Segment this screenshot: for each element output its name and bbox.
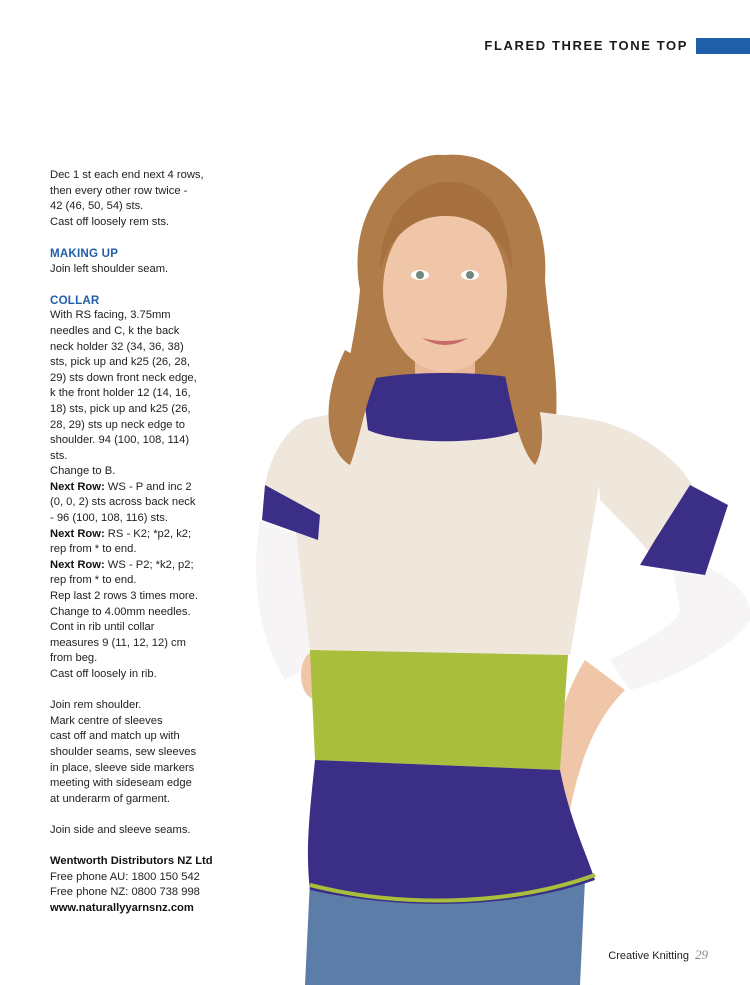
text-line: Cast off loosely in rib.	[50, 668, 157, 680]
text-line: neck holder 32 (34, 36, 38)	[50, 340, 184, 353]
text-line: Rep last 2 rows 3 times more.	[50, 590, 198, 603]
model-photo	[250, 120, 750, 985]
text-line: sts, pick up and k25 (26, 28,	[50, 356, 190, 369]
distributor-phone-au: Free phone AU: 1800 150 542	[50, 870, 200, 883]
text-line: WS - P and inc 2	[104, 480, 192, 493]
sweater-collar	[362, 373, 528, 441]
pattern-text-column	[50, 168, 260, 917]
text-line: Change to B.	[50, 465, 116, 478]
next-row-instruction	[50, 558, 260, 574]
page-number: 29	[695, 947, 708, 962]
text-line: then every other row twice -	[50, 184, 188, 197]
distributor-phone-nz: Free phone NZ: 0800 738 998	[50, 886, 200, 899]
text-line: sts.	[50, 449, 68, 462]
text-line: Cont in rib until collar	[50, 621, 155, 634]
text-line: Dec 1 st each end next 4 rows,	[50, 169, 204, 181]
text-line: With RS facing, 3.75mm	[50, 309, 171, 322]
text-line: Cast off loosely rem sts.	[50, 215, 170, 228]
next-row-label: Next Row:	[50, 558, 105, 571]
header-accent-bar	[696, 38, 750, 54]
text-line: 29) sts down front neck edge,	[50, 371, 197, 384]
text-line: 18) sts, pick up and k25 (26,	[50, 402, 191, 415]
text-line: 28, 29) sts up neck edge to	[50, 418, 185, 431]
text-line: - 96 (100, 108, 116) sts.	[50, 512, 168, 525]
next-row-label: Next Row:	[50, 527, 105, 540]
magazine-name: Creative Knitting	[608, 950, 689, 962]
text-line: Mark centre of sleeves	[50, 714, 163, 727]
text-line: RS - K2; *p2, k2;	[104, 527, 192, 540]
text-line: shoulder seams, sew sleeves	[50, 745, 197, 758]
text-line: rep from * to end.	[50, 543, 137, 556]
making-up-heading: MAKING UP	[50, 246, 119, 260]
text-line: WS - P2; *k2, p2;	[104, 558, 194, 571]
text-line: in place, sleeve side markers	[50, 761, 195, 774]
text-line: 42 (46, 50, 54) sts.	[50, 200, 144, 213]
text-line: measures 9 (11, 12, 12) cm	[50, 636, 186, 649]
intro-block	[50, 168, 260, 230]
text-line: from beg.	[50, 652, 98, 665]
next-row-instruction	[50, 480, 260, 496]
text-line: Join rem shoulder.	[50, 699, 142, 712]
text-line: meeting with sideseam edge	[50, 777, 192, 790]
next-row-instruction	[50, 527, 260, 543]
text-line: needles and C, k the back	[50, 324, 180, 337]
distributor-name: Wentworth Distributors NZ Ltd	[50, 855, 213, 868]
page-header-title: FLARED THREE TONE TOP	[484, 38, 688, 53]
page-footer	[608, 947, 708, 963]
text-line: shoulder. 94 (100, 108, 114)	[50, 434, 190, 447]
sweater-lime-band	[310, 650, 568, 770]
text-line: k the front holder 12 (14, 16,	[50, 387, 191, 400]
collar-heading: COLLAR	[50, 293, 100, 307]
distributor-website-link[interactable]: www.naturallyyarnsnz.com	[50, 901, 194, 914]
text-line: (0, 0, 2) sts across back neck	[50, 496, 196, 509]
text-line: cast off and match up with	[50, 730, 180, 743]
text-line: Change to 4.00mm needles.	[50, 605, 191, 618]
text-line: Join side and sleeve seams.	[50, 823, 191, 836]
text-line: rep from * to end.	[50, 574, 137, 587]
text-line: at underarm of garment.	[50, 792, 171, 805]
sweater-navy-band	[308, 760, 595, 904]
next-row-label: Next Row:	[50, 480, 105, 493]
text-line: Join left shoulder seam.	[50, 262, 169, 275]
